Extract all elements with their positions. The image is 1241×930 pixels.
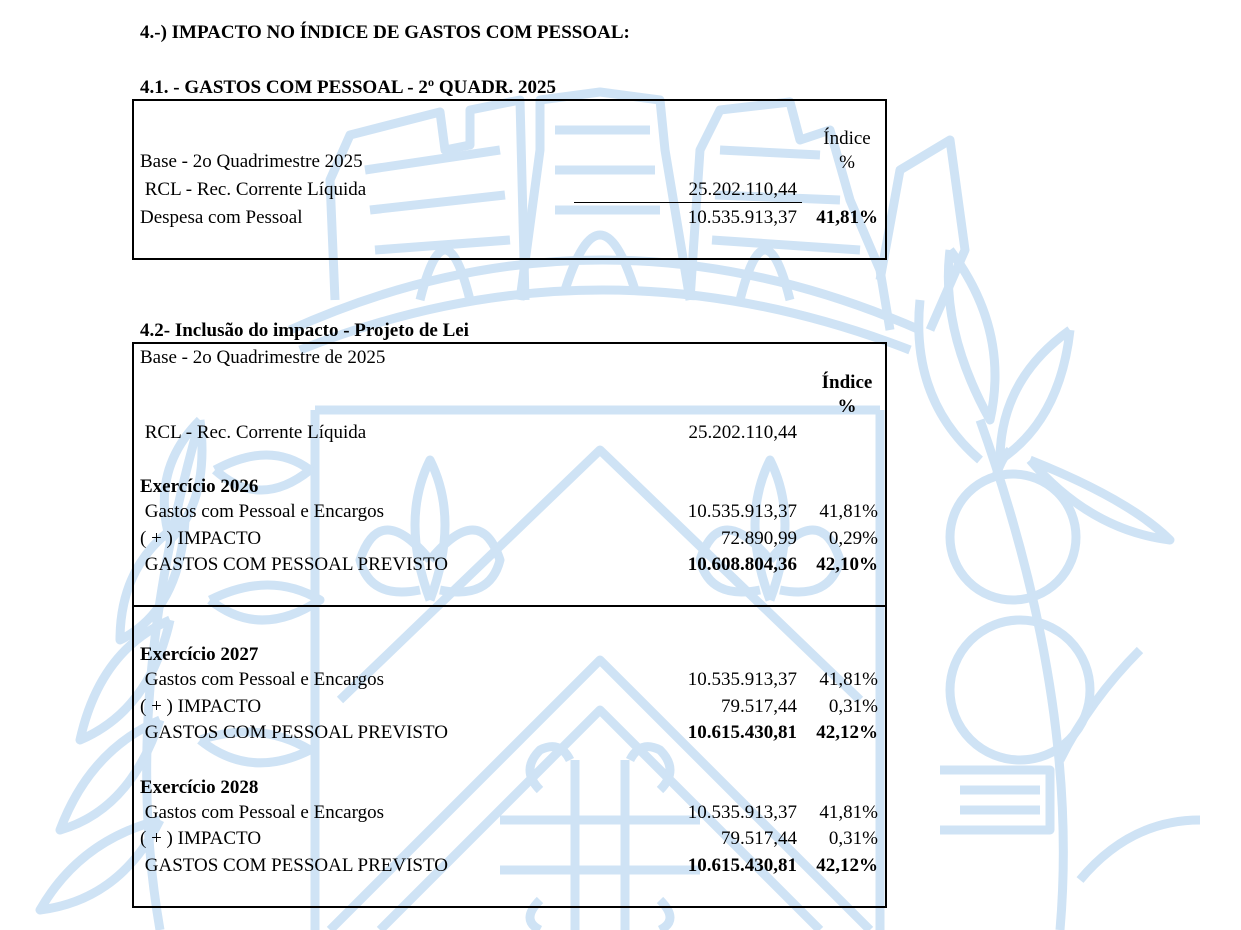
row-value: 10.615.430,81 [687,722,797,743]
row-index: 0,31% [828,696,878,717]
row-label: Gastos com Pessoal e Encargos [140,501,384,522]
exercise-title: Exercício 2027 [140,644,259,665]
row-label: Gastos com Pessoal e Encargos [140,669,384,690]
row-index: 42,10% [816,554,878,575]
table-divider [132,605,887,607]
rcl-label-2: RCL - Rec. Corrente Líquida [140,422,367,443]
row-label: ( + ) IMPACTO [140,696,262,717]
exercise-title: Exercício 2028 [140,777,259,798]
exercise-title: Exercício 2026 [140,476,259,497]
rcl-value-2: 25.202.110,44 [688,422,797,443]
section-4-2-title: 4.2- Inclusão do impacto - Projeto de Lei [140,320,469,341]
rcl-label: RCL - Rec. Corrente Líquida [140,179,367,200]
row-value: 10.535.913,37 [687,669,797,690]
row-value: 10.615.430,81 [687,855,797,876]
division-line [574,202,802,203]
row-index: 0,29% [828,528,878,549]
row-label: GASTOS COM PESSOAL PREVISTO [140,722,448,743]
index-header-line1: Índice [823,128,871,149]
row-value: 72.890,99 [721,528,797,549]
row-label: Gastos com Pessoal e Encargos [140,802,384,823]
row-index: 42,12% [816,722,878,743]
section-heading: 4.-) IMPACTO NO ÍNDICE DE GASTOS COM PESSOAL: [140,22,630,43]
despesa-index: 41,81% [816,207,878,228]
row-value: 10.535.913,37 [687,802,797,823]
index-header-line2: % [839,152,855,173]
row-value: 10.535.913,37 [687,501,797,522]
row-index: 41,81% [819,501,878,522]
row-index: 41,81% [819,802,878,823]
base-label: Base - 2o Quadrimestre 2025 [140,151,363,172]
rcl-value: 25.202.110,44 [688,179,797,200]
row-label: ( + ) IMPACTO [140,828,262,849]
row-value: 10.608.804,36 [687,554,797,575]
index-header-2-line1: Índice [821,372,873,393]
row-label: ( + ) IMPACTO [140,528,262,549]
section-4-1-title: 4.1. - GASTOS COM PESSOAL - 2º QUADR. 2025 [140,77,557,98]
row-value: 79.517,44 [721,696,797,717]
row-label: GASTOS COM PESSOAL PREVISTO [140,855,448,876]
row-value: 79.517,44 [721,828,797,849]
row-index: 42,12% [816,855,878,876]
index-header-2-line2: % [837,396,857,417]
base-label-2: Base - 2o Quadrimestre de 2025 [140,347,386,368]
row-label: GASTOS COM PESSOAL PREVISTO [140,554,448,575]
despesa-label: Despesa com Pessoal [140,207,303,228]
row-index: 41,81% [819,669,878,690]
despesa-value: 10.535.913,37 [687,207,797,228]
row-index: 0,31% [828,828,878,849]
